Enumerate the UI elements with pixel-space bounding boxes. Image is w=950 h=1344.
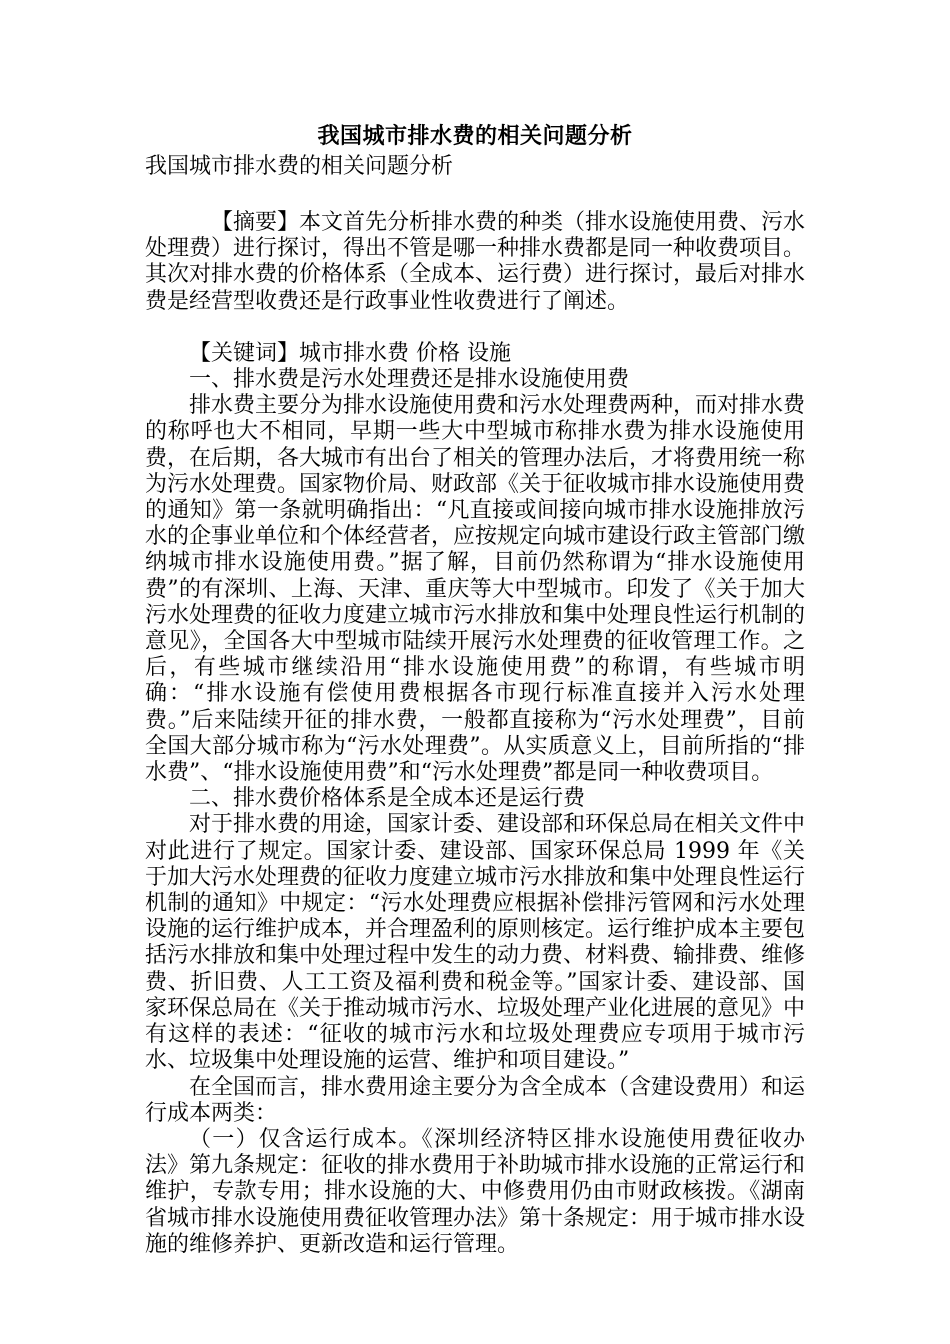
keywords-line: 【关键词】城市排水费 价格 设施 [189, 340, 511, 366]
section-heading-2: 二、排水费价格体系是全成本还是运行费 [189, 786, 586, 812]
document-title: 我国城市排水费的相关问题分析 [317, 123, 633, 149]
section-heading-1: 一、排水费是污水处理费还是排水设施使用费 [189, 367, 630, 393]
abstract-paragraph: 【摘要】本文首先分析排水费的种类（排水设施使用费、污水处理费）进行探讨，得出不管是哪一种排水费都是同一种收费项目。其次对排水费的价格体系（全成本、运行费）进行探讨，最后对排水费是经营型收费还是行政事业性收费进行了阐述。 [145, 210, 806, 314]
document-page [145, 118, 805, 1258]
section-2-paragraph-2: 在全国而言，排水费用途主要分为含全成本（含建设费用）和运行成本两类： [145, 1074, 806, 1126]
section-2-paragraph-3: （一）仅含运行成本。《深圳经济特区排水设施使用费征收办法》第九条规定：征收的排水费用于补助城市排水设施的正常运行和维护，专款专用；排水设施的大、中修费用仍由市财政核拨。《湖南省城市排水设施使用费征收管理办法》第十条规定：用于城市排水设施的维修养护、更新改造和运行管理。 [145, 1126, 806, 1257]
section-2-paragraph-1: 对于排水费的用途，国家计委、建设部和环保总局在相关文件中对此进行了规定。国家计委、建设部、国家环保总局 1999 年《关于加大污水处理费的征收力度建立城市污水排放和集中处理良性运行机制的通知》中规定：“污水处理费应根据补偿排污管网和污水处理设施的运行维护成本，并合理盈利的原则核定。运行维护成本主要包括污水排放和集中处理过程中发生的动力费、材料费、输排费、维修费、折旧费、人工工资及福利费和税金等。”国家计委、建设部、国家环保总局在《关于推动城市污水、垃圾处理产业化进展的意见》中有这样的表述：“征收的城市污水和垃圾处理费应专项用于城市污水、垃圾集中处理设施的运营、维护和项目建设。” [145, 812, 806, 1074]
spacer [145, 180, 805, 210]
spacer [145, 315, 805, 341]
document-subtitle: 我国城市排水费的相关问题分析 [145, 154, 454, 179]
section-1-paragraph: 排水费主要分为排水设施使用费和污水处理费两种，而对排水费的称呼也大不相同，早期一些大中型城市称排水费为排水设施使用费，在后期，各大城市有出台了相关的管理办法后，才将费用统一称为污水处理费。国家物价局、财政部《关于征收城市排水设施使用费的通知》第一条就明确指出：“凡直接或间接向城市排水设施排放污水的企事业单位和个体经营者，应按规定向城市建设行政主管部门缴纳城市排水设施使用费。”据了解，目前仍然称谓为“排水设施使用费”的有深圳、上海、天津、重庆等大中型城市。印发了《关于加大污水处理费的征收力度建立城市污水排放和集中处理良性运行机制的意见》，全国各大中型城市陆续开展污水处理费的征收管理工作。之后，有些城市继续沿用“排水设施使用费”的称谓，有些城市明确：“排水设施有偿使用费根据各市现行标准直接并入污水处理费。”后来陆续开征的排水费，一般都直接称为“污水处理费”，目前全国大部分城市称为“污水处理费”。从实质意义上，目前所指的“排水费”、“排水设施使用费”和“污水处理费”都是同一种收费项目。 [145, 393, 806, 786]
